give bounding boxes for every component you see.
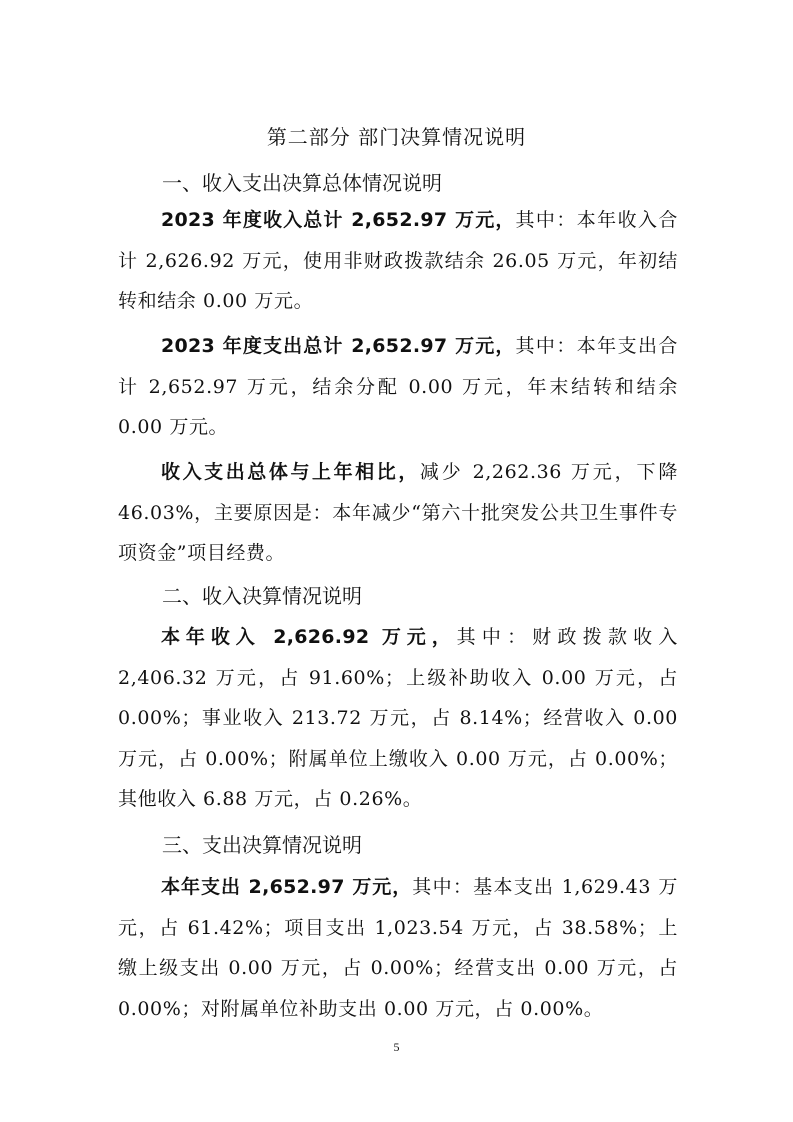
page-title: 第二部分 部门决算情况说明 [266,125,527,149]
page-number: 5 [393,1040,400,1054]
paragraph-body: 其中：基本支出 1,629.43 万元，占 61.42%；项目支出 1,023.54 万元，占 38.58%；上缴上级支出 0.00 万元，占 0.00%；经营支出 0.00 万元，占 0.00%；对附属单位补助支出 0.00 万元，占 0.00%。 [118,876,678,1020]
paragraph-lead: 2023 年度收入总计 2,652.97 万元， [161,209,516,231]
paragraph-expense-detail [118,867,678,1029]
section-heading-2: 二、收入决算情况说明 [162,584,362,608]
paragraph-body: 减少 2,262.36 万元，下降 46.03%，主要原因是：本年减少“第六十批突发公共卫生事件专项资金”项目经费。 [118,461,678,564]
paragraph-body: 其中：本年支出合计 2,652.97 万元，结余分配 0.00 万元，年末结转和结余 0.00 万元。 [118,335,678,438]
paragraph-income-total [118,200,678,322]
paragraph-body: 其中：财政拨款收入 2,406.32 万元，占 91.60%；上级补助收入 0.00 万元，占 0.00%；事业收入 213.72 万元，占 8.14%；经营收入 0.00 万元，占 0.00%；附属单位上缴收入 0.00 万元，占 0.00%；其他收入 6.88 万元，占 0.26%。 [118,626,678,810]
paragraph-income-detail [118,617,678,820]
paragraph-lead: 本年支出 2,652.97 万元， [161,876,413,898]
paragraph-lead: 2023 年度支出总计 2,652.97 万元， [161,335,516,357]
paragraph-lead: 本年收入 2,626.92 万元， [161,626,457,648]
paragraph-lead: 收入支出总体与上年相比， [161,461,420,483]
paragraph-body: 其中：本年收入合计 2,626.92 万元，使用非财政拨款结余 26.05 万元，年初结转和结余 0.00 万元。 [118,209,678,312]
section-heading-1: 一、收入支出决算总体情况说明 [162,171,442,195]
section-heading-3: 三、支出决算情况说明 [162,833,362,857]
paragraph-year-compare [118,452,678,574]
paragraph-expense-total [118,326,678,448]
